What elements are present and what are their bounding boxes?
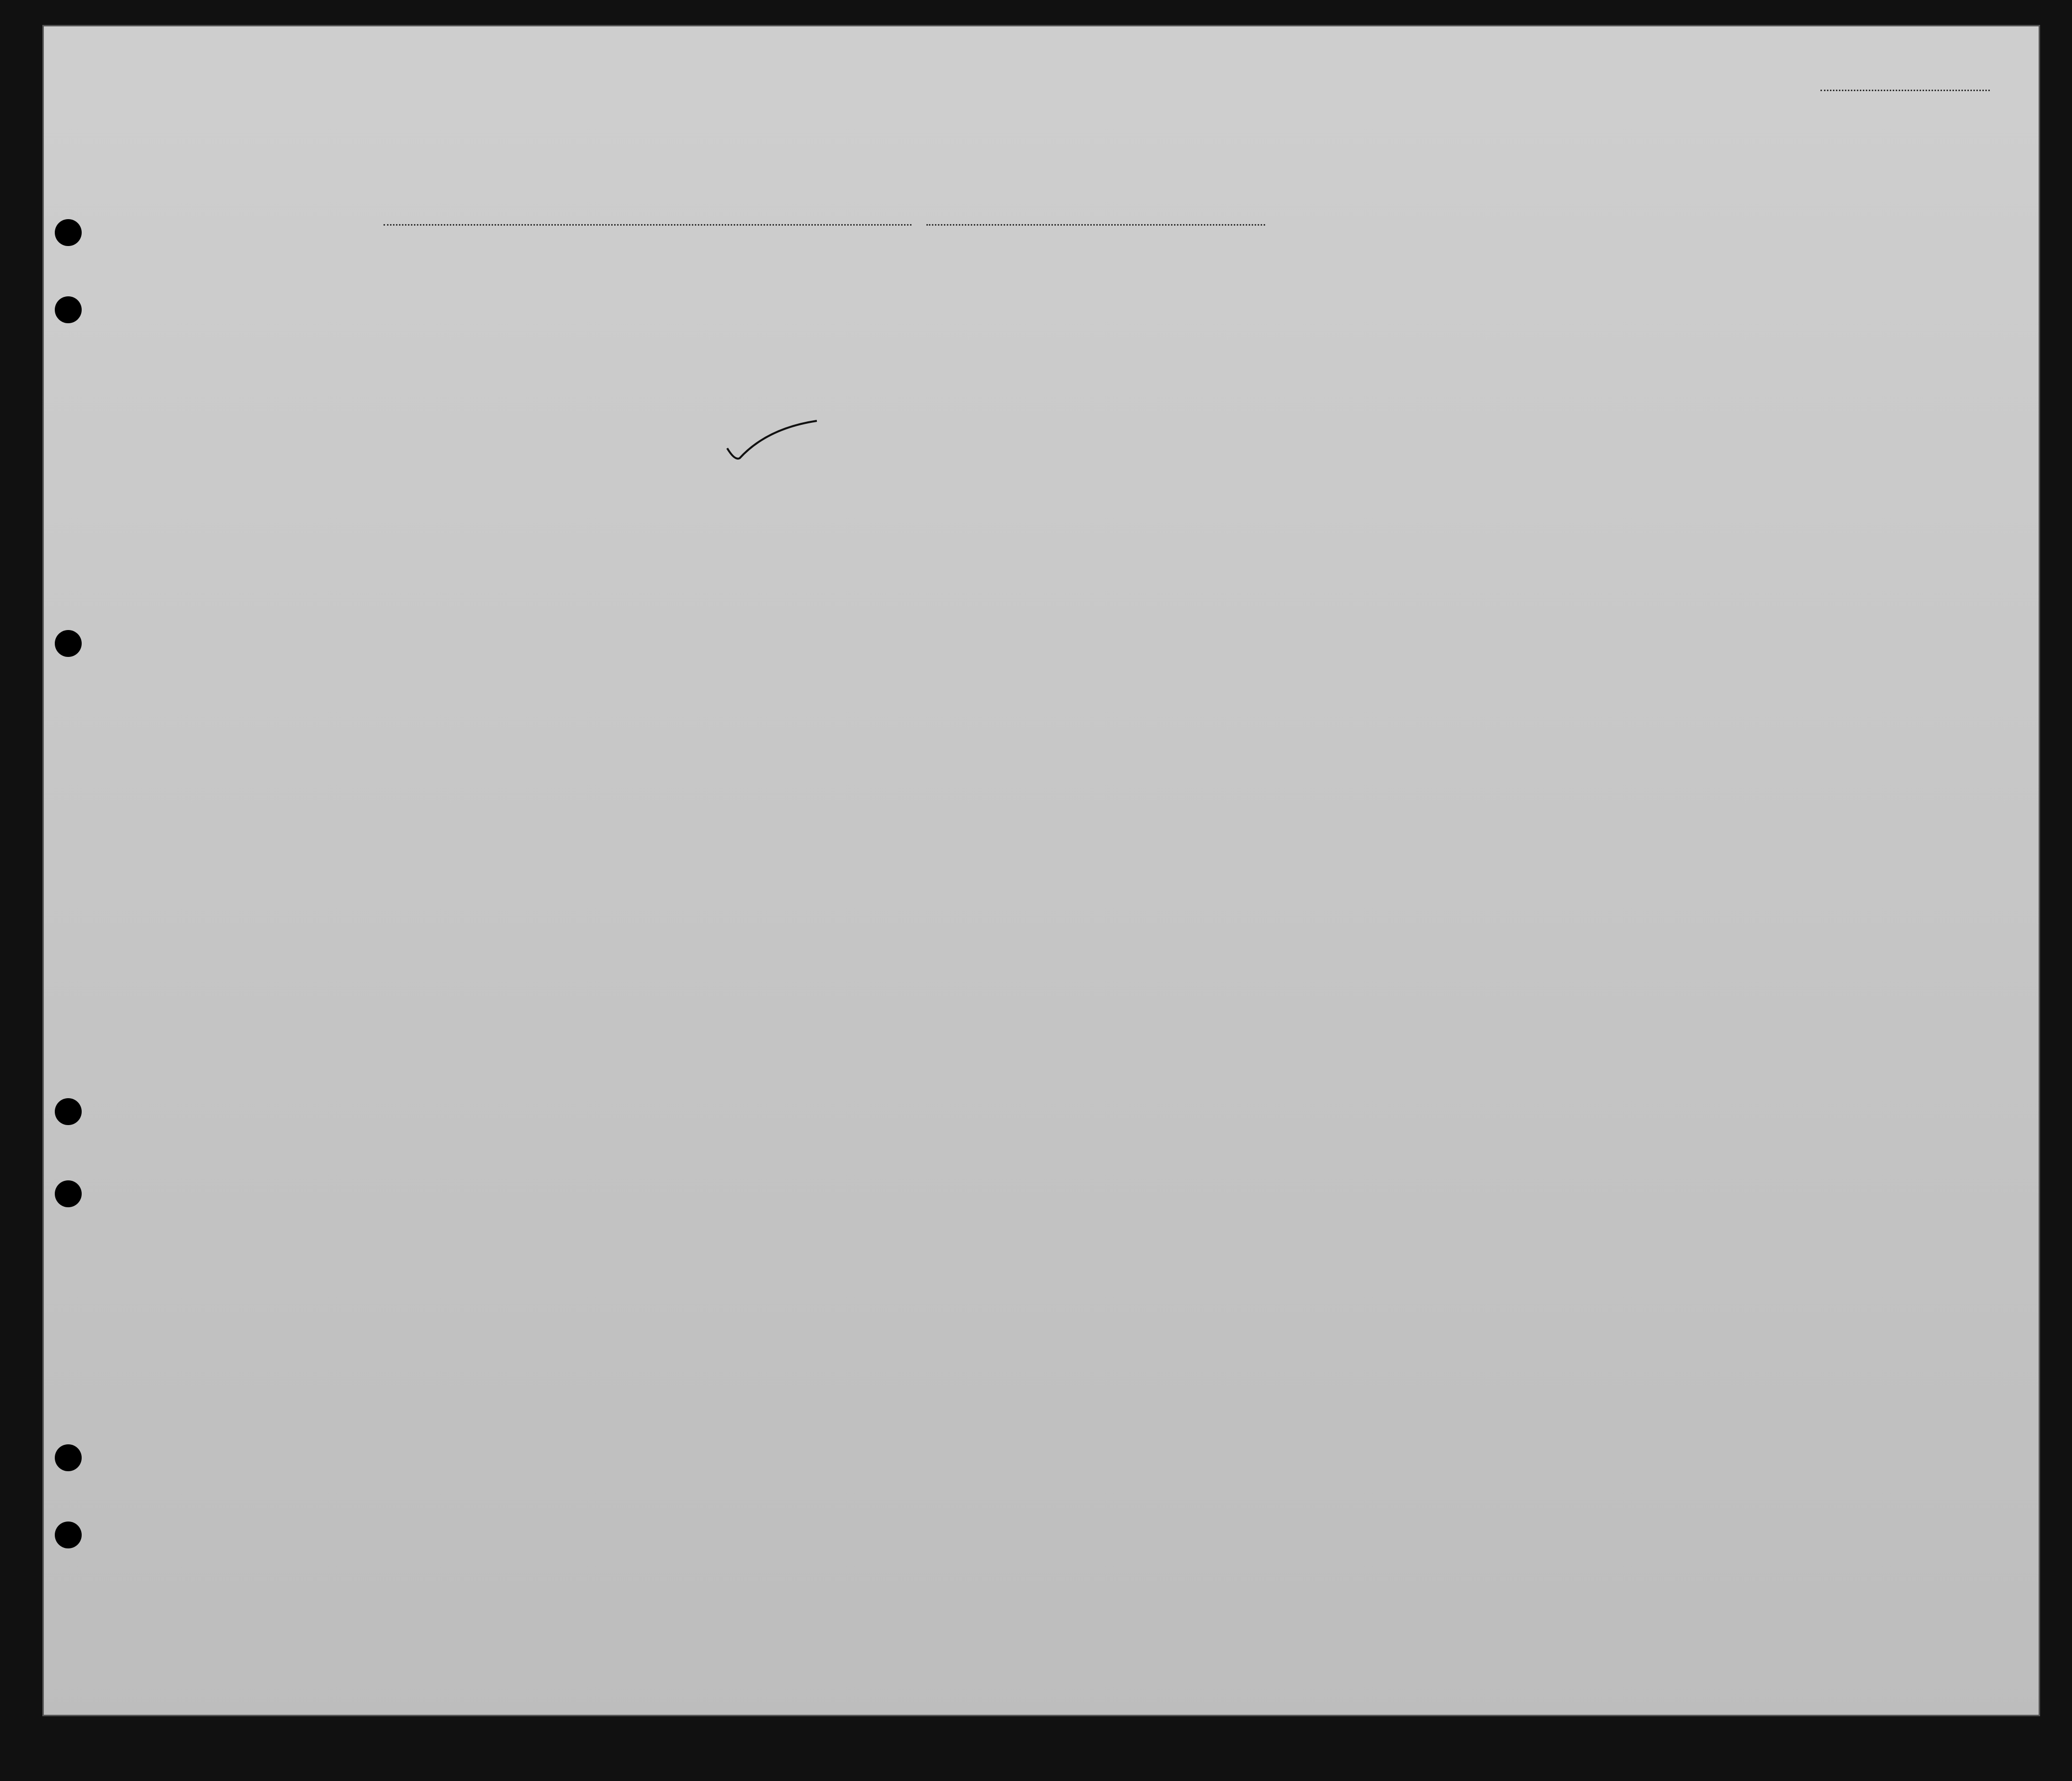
port-dotted-line bbox=[384, 224, 911, 226]
punch-hole bbox=[55, 296, 82, 323]
header-purpose-citizen bbox=[1297, 303, 1320, 410]
header-labor-offer bbox=[1484, 299, 1517, 408]
header-prison bbox=[1331, 299, 1361, 408]
punch-hole bbox=[55, 219, 82, 246]
punch-hole bbox=[55, 630, 82, 657]
list-dotted-line bbox=[1820, 90, 1990, 91]
manifest-sheet bbox=[42, 25, 2040, 1716]
date-dotted-line bbox=[926, 224, 1265, 226]
header-purpose-return bbox=[1174, 303, 1209, 410]
punch-hole bbox=[55, 1444, 82, 1471]
punch-hole bbox=[55, 1180, 82, 1207]
punch-hole bbox=[55, 1522, 82, 1548]
header-deported bbox=[1528, 299, 1553, 408]
header-overthrow bbox=[1423, 299, 1470, 408]
check-mark bbox=[722, 418, 822, 463]
punch-hole bbox=[55, 1098, 82, 1125]
header-purpose-length bbox=[1245, 303, 1265, 410]
